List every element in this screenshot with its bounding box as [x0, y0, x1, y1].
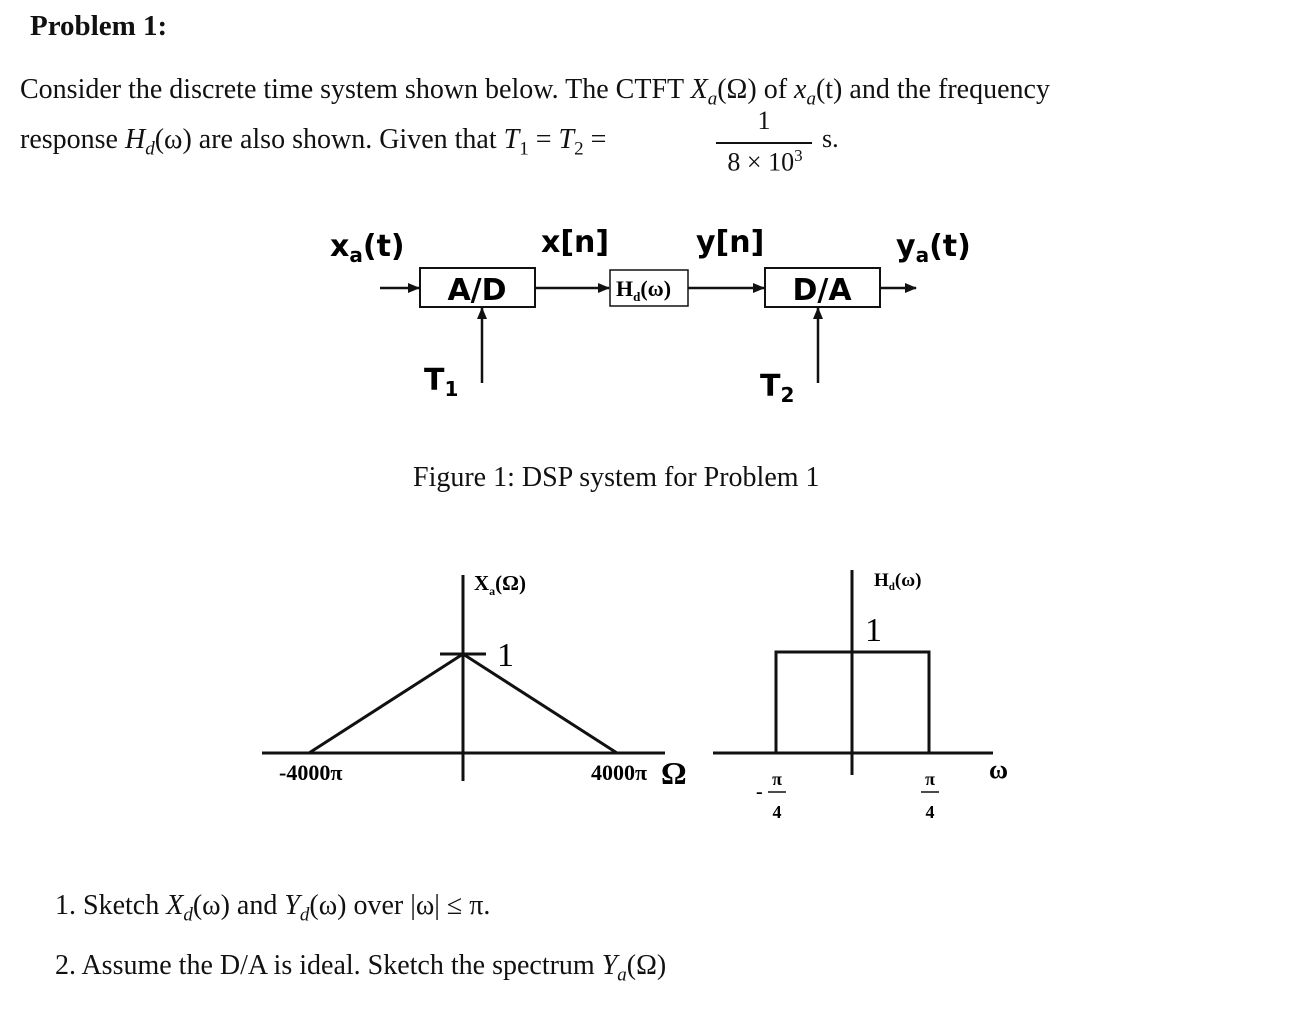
intro-line-2: response $H_d(\omega)$ are also shown. Given that $T_1 = T_2$ = — [20, 124, 607, 160]
hd-block-label: $H_d(\omega)$ — [616, 276, 672, 304]
xn-label: x[n] — [541, 225, 610, 260]
hd-left-denominator: 4 — [772, 802, 782, 822]
hd-right-denominator: 4 — [925, 802, 935, 822]
hd-axis-label: ω — [989, 755, 1009, 784]
hd-title: $H_d(\omega)$ — [874, 570, 922, 593]
hd-left-minus: - — [756, 781, 763, 803]
xa-peak-label: 1 — [497, 637, 514, 674]
fraction-denominator: $8 \times 10^3$ — [727, 146, 803, 177]
ad-label: A/D — [447, 273, 507, 308]
xa-title: $X_a(\Omega)$ — [474, 571, 526, 598]
hd-left-numerator: π — [772, 769, 782, 789]
figure-caption: Figure 1: DSP system for Problem 1 — [413, 462, 820, 493]
xa-left-label: -4000π — [279, 760, 343, 785]
question-2: 2. Assume the D/A is ideal. Sketch the spectrum $Y_a(\Omega)$ — [55, 950, 667, 986]
unit-seconds: s. — [822, 124, 839, 153]
t1-label: $T_1$ — [424, 363, 459, 401]
da-label: D/A — [792, 273, 852, 308]
output-signal-label: $y_a(t)$ — [896, 229, 971, 267]
problem-heading: Problem 1: — [30, 10, 168, 42]
yn-label: y[n] — [696, 225, 765, 260]
intro-line-1: Consider the discrete time system shown below. The CTFT $X_a(\Omega)$ of $x_a(t)$ and the frequency — [20, 74, 1050, 110]
t2-label: $T_2$ — [760, 369, 795, 407]
xa-axis-label: Ω — [661, 755, 687, 791]
xa-right-label: 4000π — [591, 760, 648, 785]
hd-right-numerator: π — [925, 769, 935, 789]
input-signal-label: $x_a(t)$ — [330, 229, 405, 267]
question-1: 1. Sketch $X_d(\omega)$ and $Y_d(\omega)$ over |ω| ≤ π. — [55, 890, 491, 926]
fraction-numerator: 1 — [757, 106, 771, 135]
hd-height-label: 1 — [865, 612, 882, 649]
